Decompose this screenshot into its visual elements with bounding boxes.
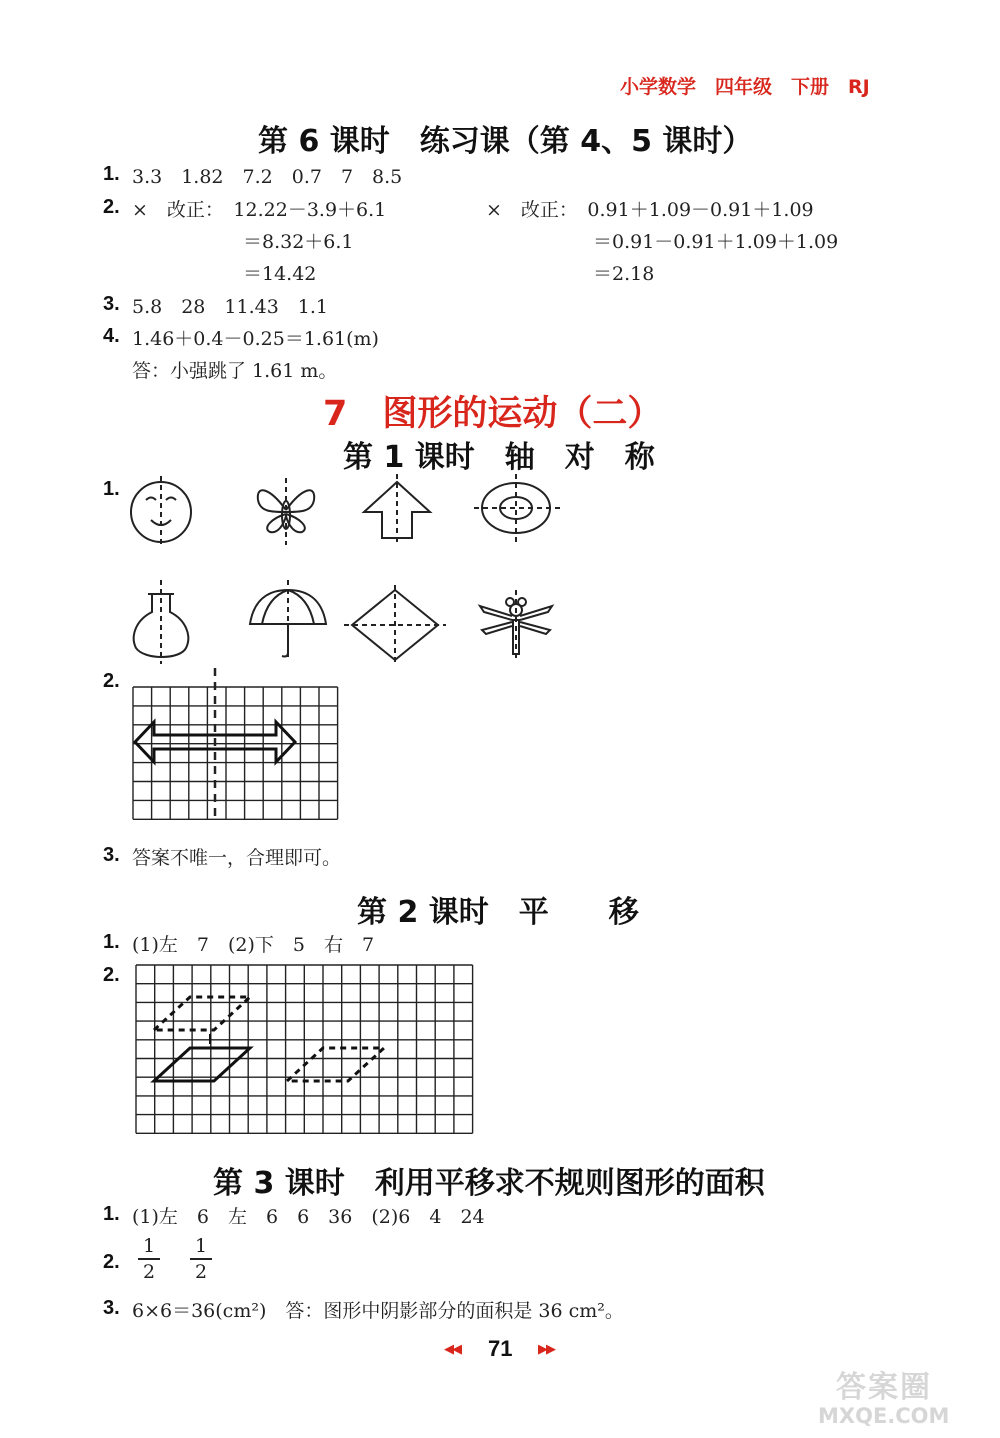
translation-figures bbox=[154, 997, 384, 1081]
l2-q2-number: 2. bbox=[103, 964, 120, 986]
numerator: 1 bbox=[194, 1235, 208, 1257]
dragonfly-figure bbox=[480, 590, 552, 660]
unit-7-title: 7 图形的运动（二） bbox=[323, 394, 663, 434]
q4-answer: 答：小强跳了 1.61 m。 bbox=[132, 360, 338, 382]
smiley-figure bbox=[131, 476, 191, 548]
fraction-one-half-2 bbox=[188, 1235, 214, 1283]
book-header: 小学数学 四年级 下册 RJ bbox=[620, 76, 870, 98]
l1-q1-number: 1. bbox=[103, 478, 120, 500]
l1-q2-number: 2. bbox=[103, 670, 120, 692]
next-page-icon[interactable]: ▶▶ bbox=[538, 1342, 554, 1357]
flask-figure bbox=[134, 580, 189, 664]
lesson-3-title: 第 3 课时 利用平移求不规则图形的面积 bbox=[213, 1166, 765, 1201]
q4-equation: 1.46＋0.4－0.25＝1.61(m) bbox=[132, 328, 379, 350]
q2-right-line-1: × 改正： 0.91＋1.09－0.91＋1.09 bbox=[486, 199, 814, 221]
l1-grid bbox=[133, 687, 338, 819]
denominator: 2 bbox=[194, 1260, 208, 1283]
l3-q1-answer: (1)左 6 左 6 6 36 (2)6 4 24 bbox=[132, 1206, 485, 1228]
q2-left-line-2: ＝8.32＋6.1 bbox=[243, 231, 354, 253]
umbrella-figure bbox=[250, 580, 326, 660]
q3-answer: 5.8 28 11.43 1.1 bbox=[132, 296, 329, 318]
q3-number: 3. bbox=[103, 293, 120, 315]
q4-number: 4. bbox=[103, 325, 120, 347]
l3-q2-number: 2. bbox=[103, 1251, 120, 1273]
fraction-bar bbox=[190, 1258, 212, 1260]
page-number: 71 bbox=[488, 1336, 513, 1361]
lesson-2-title: 第 2 课时 平 移 bbox=[357, 895, 639, 930]
prev-page-icon[interactable]: ◀◀ bbox=[444, 1342, 460, 1357]
fraction-bar bbox=[138, 1258, 160, 1260]
l3-q3-number: 3. bbox=[103, 1297, 120, 1319]
q2-left-line-1: × 改正： 12.22－3.9＋6.1 bbox=[132, 199, 387, 221]
denominator: 2 bbox=[142, 1260, 156, 1283]
l2-q1-number: 1. bbox=[103, 931, 120, 953]
l3-q3-answer: 6×6＝36(cm²) 答：图形中阴影部分的面积是 36 cm²。 bbox=[132, 1300, 624, 1322]
q2-right-line-2: ＝0.91－0.91＋1.09＋1.09 bbox=[593, 231, 839, 253]
watermark-logo: 答案圈 bbox=[836, 1370, 932, 1405]
q1-answer: 3.3 1.82 7.2 0.7 7 8.5 bbox=[132, 166, 403, 188]
numerator: 1 bbox=[142, 1235, 156, 1257]
l1-q3-number: 3. bbox=[103, 844, 120, 866]
lesson-1-title: 第 1 课时 轴 对 称 bbox=[343, 440, 655, 475]
watermark-site: MXQE.COM bbox=[818, 1404, 950, 1428]
q2-right-line-3: ＝2.18 bbox=[593, 263, 655, 285]
butterfly-figure bbox=[258, 478, 314, 545]
ellipse-figure bbox=[474, 474, 560, 542]
lesson-6-title: 第 6 课时 练习课（第 4、5 课时） bbox=[258, 124, 753, 159]
q1-number: 1. bbox=[103, 163, 120, 185]
fraction-one-half-1 bbox=[136, 1235, 162, 1283]
l2-q1-answer: (1)左 7 (2)下 5 右 7 bbox=[132, 934, 375, 956]
arrow-figure bbox=[364, 474, 430, 545]
l1-q3-answer: 答案不唯一，合理即可。 bbox=[132, 847, 342, 869]
l2-grid bbox=[136, 965, 473, 1133]
rhombus-figure bbox=[344, 585, 446, 665]
q2-left-line-3: ＝14.42 bbox=[243, 263, 317, 285]
q2-number: 2. bbox=[103, 196, 120, 218]
l3-q1-number: 1. bbox=[103, 1203, 120, 1225]
